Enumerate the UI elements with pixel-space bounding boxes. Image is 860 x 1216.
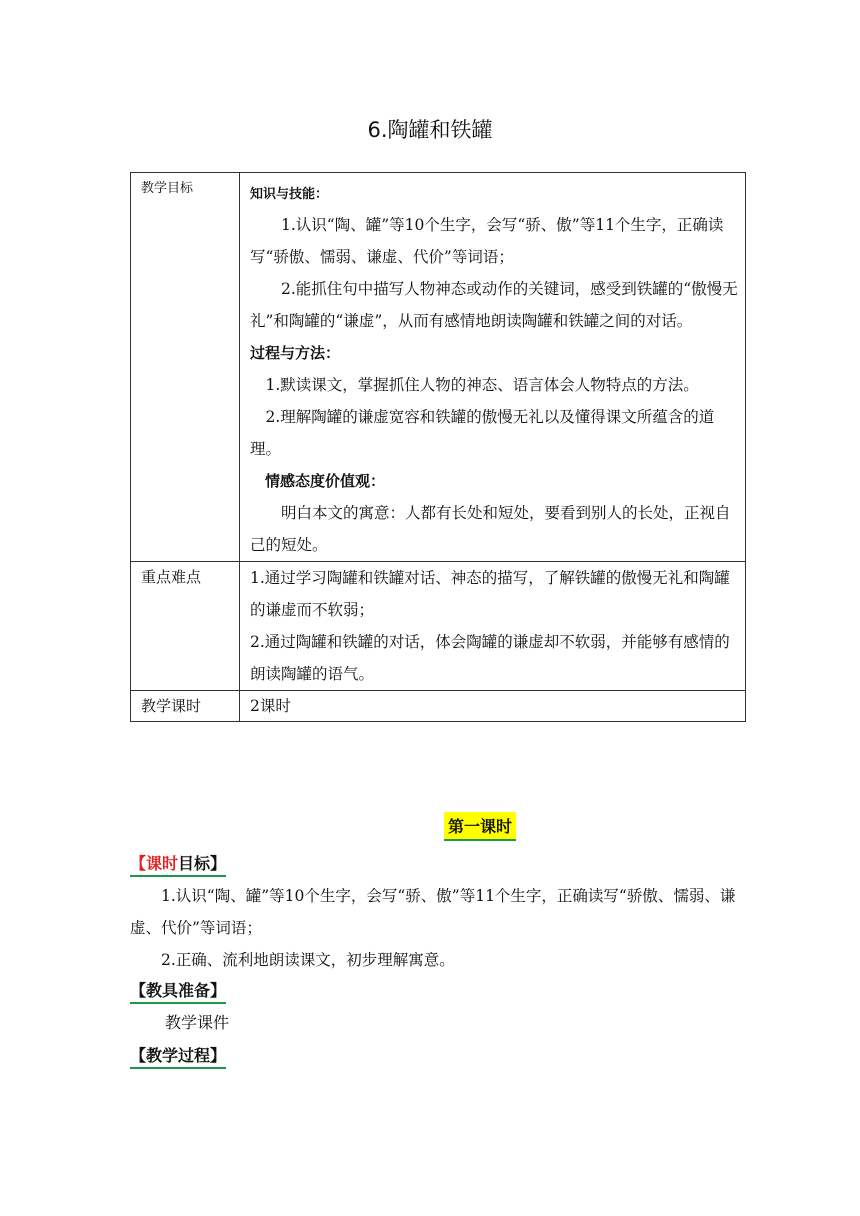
emotion-heading: 情感态度价值观： <box>265 472 386 490</box>
goals-label: 教学目标 <box>131 173 240 562</box>
knowledge-item-2: 2.能抓住句中描写人物神态或动作的关键词，感受到铁罐的“傲慢无礼”和陶罐的“谦虚”，从而有感情地朗读陶罐和铁罐之间的对话。 <box>250 280 738 330</box>
key-point-2: 2.通过陶罐和铁罐的对话，体会陶罐的谦虚却不软弱，并能够有感情的朗读陶罐的语气。 <box>250 633 730 683</box>
class-hours-label: 教学课时 <box>131 691 240 722</box>
preparation-heading: 【教具准备】 <box>130 978 226 1004</box>
key-points-content <box>240 562 746 691</box>
knowledge-heading: 知识与技能： <box>250 187 329 202</box>
process-heading: 过程与方法： <box>250 344 341 362</box>
objectives-list <box>130 880 746 976</box>
preparation-content: 教学课件 <box>165 1013 230 1032</box>
objectives-heading-red: 课时 <box>146 854 179 873</box>
objective-item-2: 2.正确、流利地朗读课文，初步理解寓意。 <box>161 951 455 969</box>
lesson-title: 第一课时 <box>444 812 516 841</box>
key-points-label: 重点难点 <box>131 562 240 691</box>
goals-content <box>240 173 746 562</box>
knowledge-item-1: 1.认识“陶、罐”等10个生字，会写“骄、傲”等11个生字，正确读写“骄傲、懦弱、谦虚、代价”等词语； <box>250 216 724 266</box>
key-points-row <box>131 562 746 691</box>
process-item-2: 2.理解陶罐的谦虚宽容和铁罐的傲慢无礼以及懂得课文所蕴含的道理。 <box>250 408 715 458</box>
key-point-1: 1.通过学习陶罐和铁罐对话、神态的描写，了解铁罐的傲慢无礼和陶罐的谦虚而不软弱； <box>250 569 730 619</box>
class-hours-value: 2课时 <box>240 691 746 722</box>
lesson-plan-table <box>130 172 746 722</box>
objective-item-1: 1.认识“陶、罐”等10个生字，会写“骄、傲”等11个生字，正确读写“骄傲、懦弱、谦虚、代价”等词语； <box>130 887 736 937</box>
objectives-heading-open: 【 <box>130 854 147 873</box>
objectives-heading <box>130 851 226 877</box>
process-section-heading: 【教学过程】 <box>130 1043 226 1069</box>
class-hours-row <box>131 691 746 722</box>
document-title: 6.陶罐和铁罐 <box>367 118 493 142</box>
emotion-text: 明白本文的寓意：人都有长处和短处，要看到别人的长处，正视自己的短处。 <box>250 504 731 554</box>
goals-row <box>131 173 746 562</box>
objectives-heading-rest: 目标】 <box>178 854 227 873</box>
process-item-1: 1.默读课文，掌握抓住人物的神态、语言体会人物特点的方法。 <box>265 376 699 394</box>
